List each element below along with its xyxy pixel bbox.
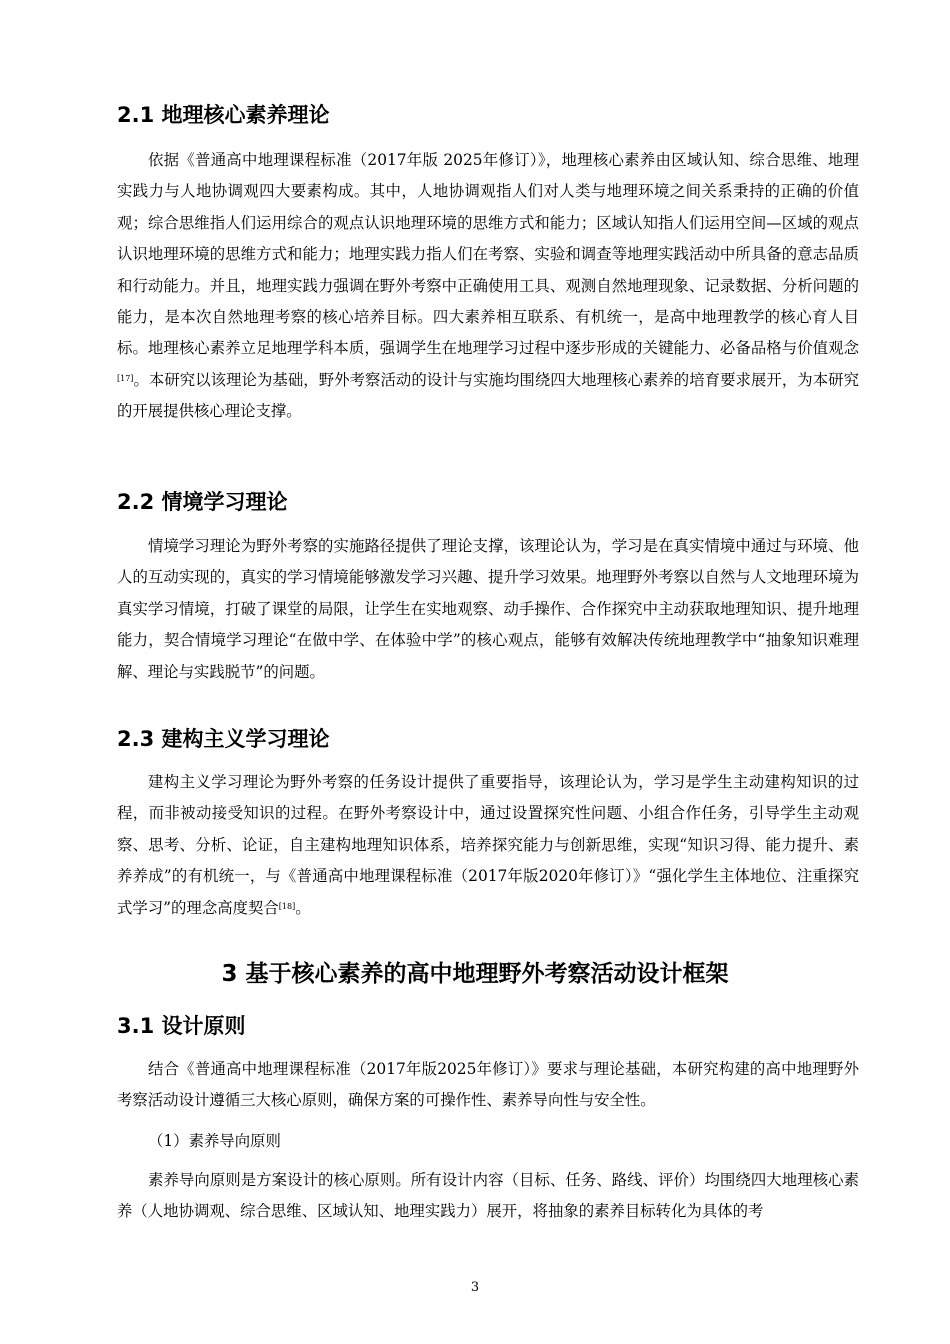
page-number: 3 [470,1280,480,1295]
paragraph-text-cont: 。本研究以该理论为基础，野外考察活动的设计与实施均围绕四大地理核心素养的培育要求展开，为本研究的开展提供核心理论支撑。 [117,370,859,421]
list-item-principle-1: （1）素养导向原则 [148,1132,281,1150]
section-heading-2-2: 2.2 情境学习理论 [117,490,288,514]
paragraph-text: 依据《普通高中地理课程标准（2017年版 2025年修订）》，地理核心素养由区域认知、综合思维、地理实践力与人地协调观四大要素构成。其中，人地协调观指人们对人类与地理环境之间关系秉持的正确的价值观；综合思维指人们运用综合的观点认识地理环境的思维方式和能力；区域认知指人们运用空间—区域的观点认识地理环境的思维方式和能力；地理实践力指人们在考察、实验和调查等地理实践活动中所具备的意志品质和行动能力。并且，地理实践力强调在野外考察中正确使用工具、观测自然地理现象、记录数据、分析问题的能力，是本次自然地理考察的核心培养目标。四大素养相互联系、有机统一，是高中地理教学的核心育人目标。地理核心素养立足地理学科本质，强调学生在地理学习过程中逐步形成的关键能力、必备品格与价值观念 [117,151,859,358]
paragraph-core-literacy [117,145,859,428]
paragraph-situated-learning: 情境学习理论为野外考察的实施路径提供了理论支撑，该理论认为，学习是在真实情境中通过与环境、他人的互动实现的，真实的学习情境能够激发学习兴趣、提升学习效果。地理野外考察以自然与人文地理环境为真实学习情境，打破了课堂的局限，让学生在实地观察、动手操作、合作探究中主动获取地理知识、提升地理能力，契合情境学习理论“在做中学、在体验中学”的核心观点，能够有效解决传统地理教学中“抽象知识难理解、理论与实践脱节”的问题。 [117,537,859,681]
paragraph-constructivism [117,767,859,924]
paragraph-text: 建构主义学习理论为野外考察的任务设计提供了重要指导，该理论认为，学习是学生主动建构知识的过程，而非被动接受知识的过程。在野外考察设计中，通过设置探究性问题、小组合作任务，引导学生主动观察、思考、分析、论证，自主建构地理知识体系，培养探究能力与创新思维，实现“知识习得、能力提升、素养养成”的有机统一，与《普通高中地理课程标准（2017年版2020年修订）》“强化学生主体地位、注重探究式学习”的理念高度契合 [117,773,859,917]
section-heading-2-1: 2.1 地理核心素养理论 [117,103,330,127]
paragraph-text-cont: 。 [295,898,311,917]
citation-17: [17] [117,373,134,383]
paragraph-literacy-orientation: 素养导向原则是方案设计的核心原则。所有设计内容（目标、任务、路线、评价）均围绕四大地理核心素养（人地协调观、综合思维、区域认知、地理实践力）展开，将抽象的素养目标转化为具体的考 [117,1171,859,1221]
paragraph-design-principles: 结合《普通高中地理课程标准（2017年版2025年修订）》要求与理论基础，本研究构建的高中地理野外考察活动设计遵循三大核心原则，确保方案的可操作性、素养导向性与安全性。 [117,1060,859,1110]
chapter-heading-3: 3 基于核心素养的高中地理野外考察活动设计框架 [221,961,729,987]
section-heading-3-1: 3.1 设计原则 [117,1014,246,1038]
section-heading-2-3: 2.3 建构主义学习理论 [117,727,330,751]
citation-18: [18] [278,901,296,911]
